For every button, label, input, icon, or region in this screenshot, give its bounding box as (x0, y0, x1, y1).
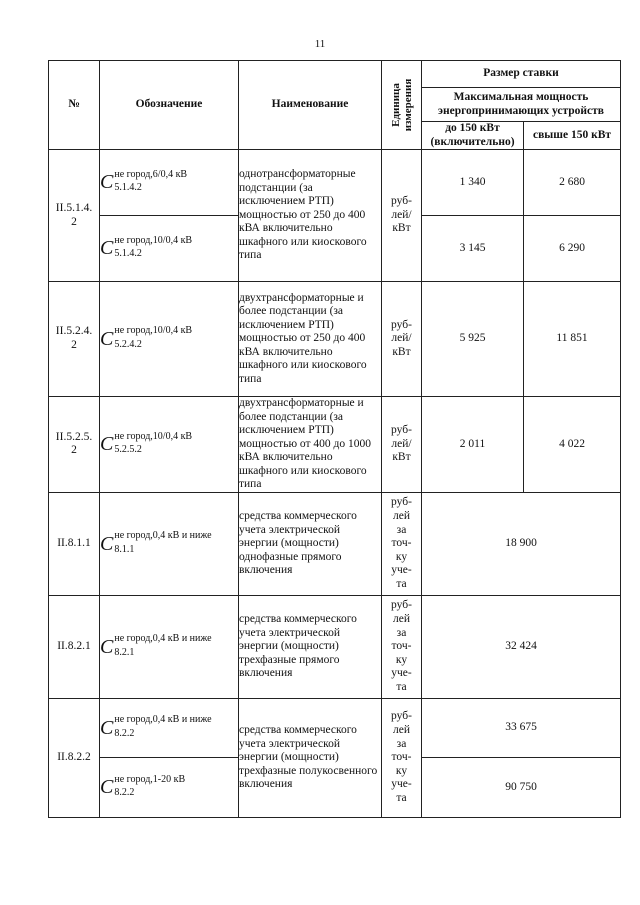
symbol-subscript: 5.1.4.2 (114, 182, 142, 194)
table-row (49, 397, 621, 493)
symbol-superscript: не город,10/0,4 кВ (114, 430, 193, 442)
symbol-indices (114, 325, 193, 350)
row-unit: руб- лей/ кВт (382, 397, 422, 493)
symbol-superscript: не город,10/0,4 кВ (114, 234, 193, 246)
header-max-power: Максимальная мощность энергопринимающих устройств (422, 88, 621, 122)
row-designation (100, 282, 239, 397)
symbol-letter: C (100, 532, 114, 555)
header-no: № (49, 61, 100, 150)
row-code: II.8.2.1 (49, 595, 100, 698)
symbol-subscript: 8.2.2 (114, 787, 135, 799)
symbol-superscript: не город,0,4 кВ и ниже (114, 714, 212, 726)
row-code: II.5.2.5. 2 (49, 397, 100, 493)
header-upto-150: до 150 кВт (включительно) (422, 122, 524, 150)
symbol-indices (114, 773, 186, 799)
row-code: II.8.1.1 (49, 492, 100, 595)
designation-symbol (100, 325, 193, 350)
page-number: 11 (314, 38, 326, 50)
header-unit-rotated (389, 79, 413, 132)
row-designation (100, 757, 239, 817)
row-code: II.5.2.4. 2 (49, 282, 100, 397)
row-name: средства коммерческого учета электрической энергии (мощности) однофазные прямого включения (239, 492, 382, 595)
rate-over-150: 6 290 (524, 216, 621, 282)
row-designation (100, 698, 239, 757)
rate-merged: 33 675 (422, 698, 621, 757)
rate-upto-150: 2 011 (422, 397, 524, 493)
table-row (49, 698, 621, 757)
row-designation (100, 397, 239, 493)
rate-merged: 90 750 (422, 757, 621, 817)
row-designation (100, 595, 239, 698)
rate-over-150: 11 851 (524, 282, 621, 397)
row-name: средства коммерческого учета электрической энергии (мощности) трехфазные прямого включения (239, 595, 382, 698)
symbol-subscript: 5.2.4.2 (114, 338, 142, 350)
designation-symbol (100, 633, 212, 658)
rate-over-150: 2 680 (524, 150, 621, 216)
table-row (49, 595, 621, 698)
designation-symbol (100, 430, 193, 456)
row-designation (100, 216, 239, 282)
symbol-letter: C (100, 327, 114, 350)
symbol-superscript: не город,6/0,4 кВ (114, 168, 188, 180)
symbol-superscript: не город,10/0,4 кВ (114, 325, 193, 337)
header-designation: Обозначение (100, 61, 239, 150)
symbol-letter: C (100, 171, 114, 194)
designation-symbol (100, 773, 186, 799)
row-name: средства коммерческого учета электрической энергии (мощности) трехфазные полукосвенного включения (239, 698, 382, 817)
row-name: двухтрансформаторные и более подстанции (за исключением РТП) мощностью от 250 до 400 кВА включительно шкафного или киоскового типа (239, 282, 382, 397)
header-name: Наименование (239, 61, 382, 150)
symbol-superscript: не город,0,4 кВ и ниже (114, 530, 212, 542)
table-row (49, 492, 621, 595)
header-unit-line1: Единица (389, 83, 402, 127)
rate-merged: 18 900 (422, 492, 621, 595)
table-row (49, 282, 621, 397)
symbol-indices (114, 234, 193, 260)
symbol-subscript: 5.1.4.2 (114, 248, 142, 260)
designation-symbol (100, 714, 212, 739)
rate-over-150: 4 022 (524, 397, 621, 493)
row-code: II.5.1.4. 2 (49, 150, 100, 282)
designation-symbol (100, 168, 188, 194)
symbol-superscript: не город,1-20 кВ (114, 773, 186, 785)
table-row (49, 150, 621, 216)
row-designation (100, 492, 239, 595)
row-unit: руб- лей/ кВт (382, 150, 422, 282)
row-code: II.8.2.2 (49, 698, 100, 817)
symbol-indices (114, 530, 212, 555)
symbol-subscript: 8.2.1 (114, 646, 135, 658)
symbol-letter: C (100, 433, 114, 456)
row-unit: руб- лей за точ- ку уче- та (382, 492, 422, 595)
symbol-superscript: не город,0,4 кВ и ниже (114, 633, 212, 645)
symbol-letter: C (100, 635, 114, 658)
row-unit: руб- лей за точ- ку уче- та (382, 698, 422, 817)
tariff-rates-table (48, 60, 621, 818)
symbol-subscript: 5.2.5.2 (114, 444, 142, 456)
header-unit (382, 61, 422, 150)
row-name: двухтрансформаторные и более подстанции (за исключением РТП) мощностью от 400 до 1000 кВА включительно шкафного или киоскового типа (239, 397, 382, 493)
rate-upto-150: 3 145 (422, 216, 524, 282)
rate-merged: 32 424 (422, 595, 621, 698)
symbol-letter: C (100, 237, 114, 260)
designation-symbol (100, 234, 193, 260)
symbol-subscript: 8.2.2 (114, 727, 135, 739)
symbol-indices (114, 168, 188, 194)
header-over-150: свыше 150 кВт (524, 122, 621, 150)
designation-symbol (100, 530, 212, 555)
table-body (49, 150, 621, 818)
symbol-indices (114, 714, 212, 739)
header-unit-line2: измерения (401, 78, 414, 132)
rate-upto-150: 1 340 (422, 150, 524, 216)
symbol-indices (114, 430, 193, 456)
row-unit: руб- лей/ кВт (382, 282, 422, 397)
header-rate-size: Размер ставки (422, 61, 621, 88)
symbol-indices (114, 633, 212, 658)
rate-upto-150: 5 925 (422, 282, 524, 397)
row-designation (100, 150, 239, 216)
symbol-letter: C (100, 716, 114, 739)
row-name: однотрансформаторные подстанции (за исключением РТП) мощностью от 250 до 400 кВА включительно шкафного или киоскового типа (239, 150, 382, 282)
symbol-subscript: 8.1.1 (114, 543, 135, 555)
row-unit: руб- лей за точ- ку уче- та (382, 595, 422, 698)
symbol-letter: C (100, 776, 114, 799)
